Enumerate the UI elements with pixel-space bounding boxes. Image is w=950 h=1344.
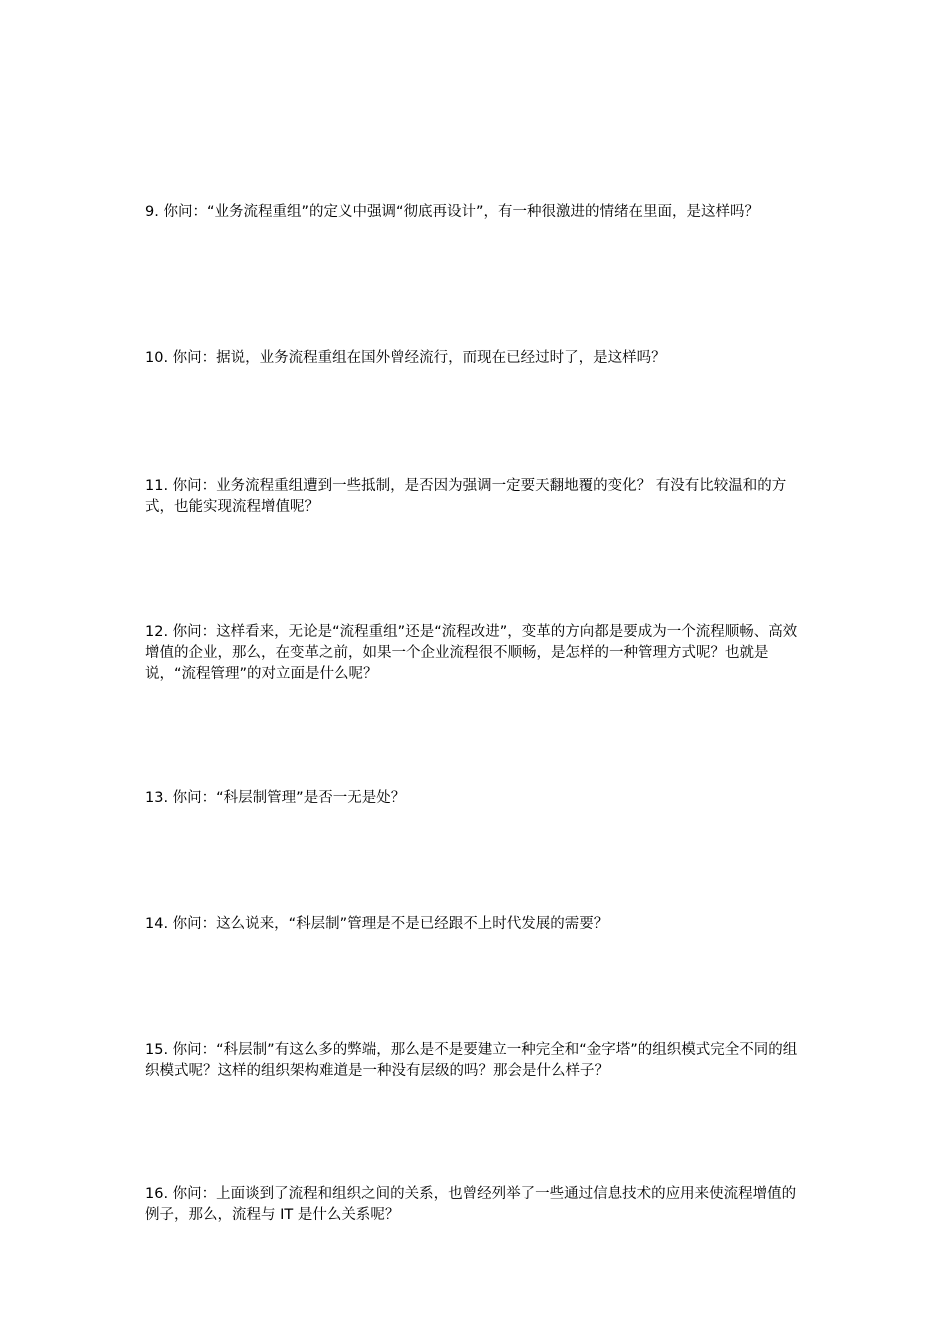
question-text: 你问：据说，业务流程重组在国外曾经流行，而现在已经过时了，是这样吗？ <box>168 350 666 366</box>
question-number: 9. <box>145 204 159 220</box>
question-text: 你问：业务流程重组遭到一些抵制，是否因为强调一定要天翻地覆的变化？ 有没有比较温和的方式，也能实现流程增值呢？ <box>145 478 787 515</box>
question-number: 15. <box>145 1042 169 1058</box>
question-11 <box>145 476 807 518</box>
question-number: 11. <box>145 478 169 494</box>
question-text: 你问：这样看来，无论是“流程重组”还是“流程改进”，变革的方向都是要成为一个流程顺畅、高效增值的企业，那么，在变革之前，如果一个企业流程很不顺畅，是怎样的一种管理方式呢？也就是说，“流程管理”的对立面是什么呢？ <box>145 624 798 682</box>
question-number: 16. <box>145 1186 169 1202</box>
question-text: 你问：上面谈到了流程和组织之间的关系，也曾经列举了一些通过信息技术的应用来使流程增值的例子，那么，流程与 IT 是什么关系呢？ <box>145 1186 797 1223</box>
question-9 <box>145 202 807 223</box>
question-number: 12. <box>145 624 169 640</box>
question-16 <box>145 1184 807 1226</box>
question-number: 14. <box>145 916 169 932</box>
question-text: 你问：“业务流程重组”的定义中强调“彻底再设计”，有一种很激进的情绪在里面，是这样吗？ <box>158 204 759 220</box>
question-15 <box>145 1040 807 1082</box>
question-text: 你问：“科层制”有这么多的弊端，那么是不是要建立一种完全和“金字塔”的组织模式完全不同的组织模式呢？这样的组织架构难道是一种没有层级的吗？那会是什么样子？ <box>145 1042 798 1079</box>
question-13 <box>145 788 807 809</box>
question-14 <box>145 914 807 935</box>
question-number: 10. <box>145 350 169 366</box>
question-12 <box>145 622 807 685</box>
question-10 <box>145 348 807 369</box>
question-text: 你问：“科层制管理”是否一无是处？ <box>168 790 406 806</box>
question-text: 你问：这么说来，“科层制”管理是不是已经跟不上时代发展的需要？ <box>168 916 609 932</box>
question-number: 13. <box>145 790 169 806</box>
